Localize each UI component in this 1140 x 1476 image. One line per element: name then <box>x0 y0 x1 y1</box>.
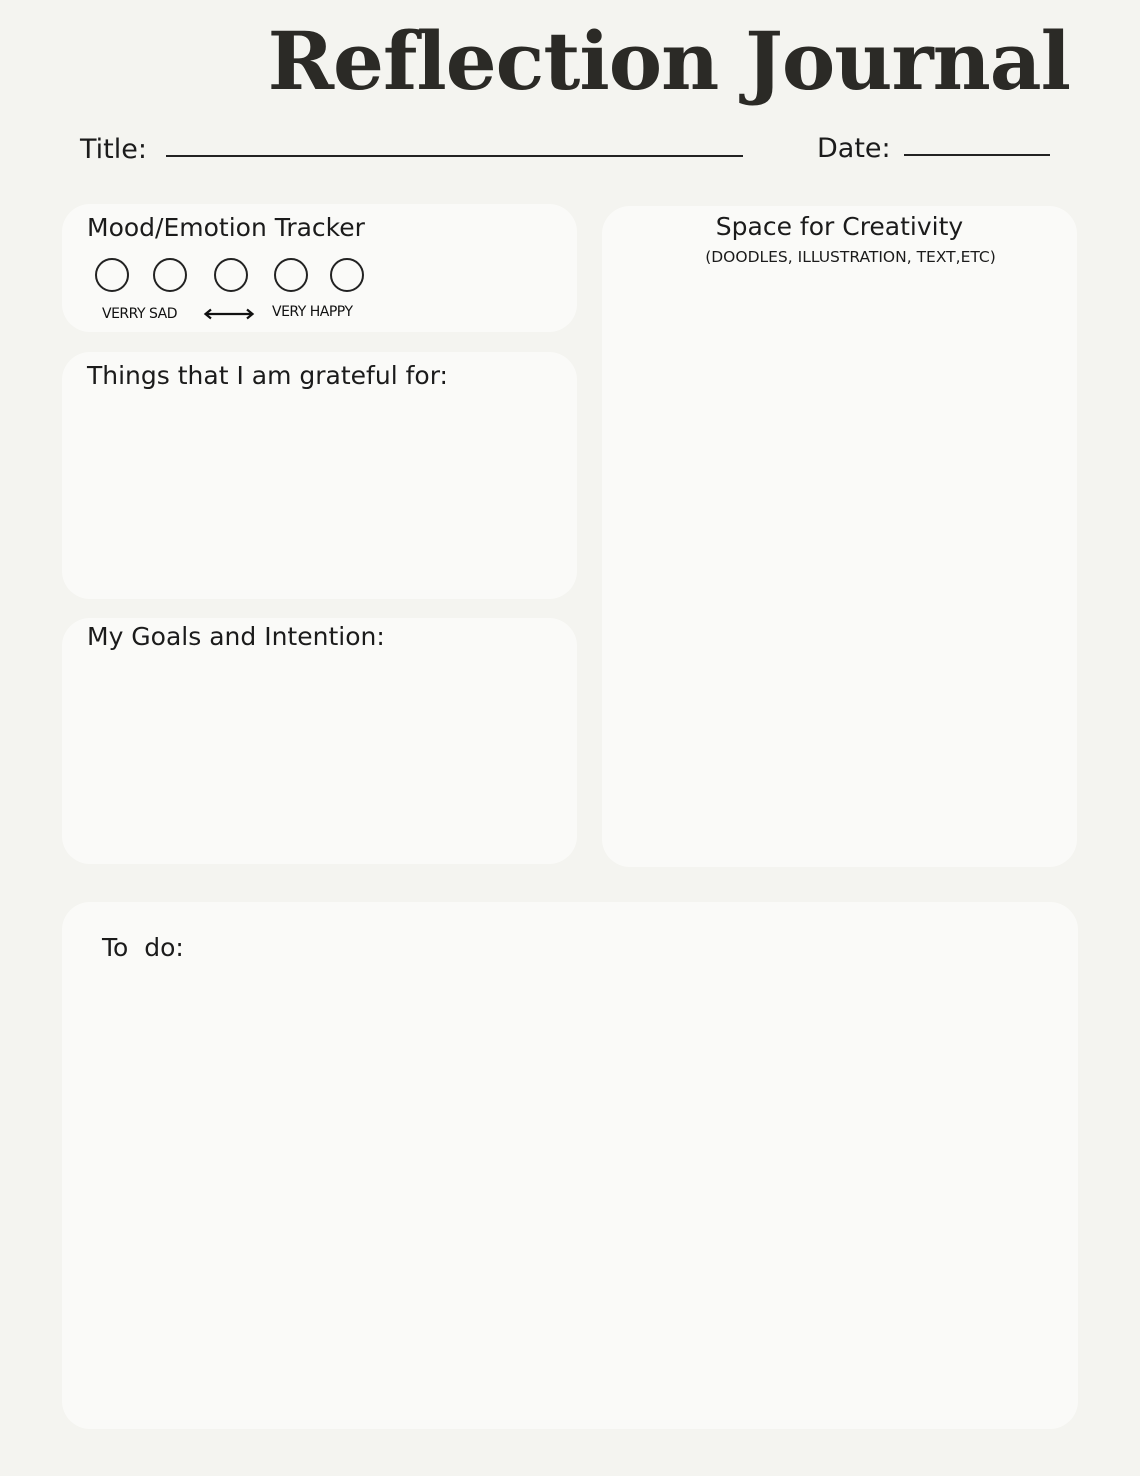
creativity-card[interactable] <box>602 206 1077 867</box>
mood-low-label: VERRY SAD <box>102 306 177 322</box>
goals-heading: My Goals and Intention: <box>87 622 385 651</box>
creativity-heading: Space for Creativity <box>715 212 964 241</box>
title-field-label: Title: <box>80 134 147 165</box>
goals-card[interactable] <box>62 618 577 864</box>
mood-option-1[interactable] <box>95 258 129 292</box>
creativity-subheading: (DOODLES, ILLUSTRATION, TEXT,ETC) <box>705 248 996 266</box>
todo-card[interactable] <box>62 902 1078 1429</box>
date-field-line[interactable] <box>904 154 1050 156</box>
mood-high-label: VERY HAPPY <box>272 304 353 320</box>
date-field-label: Date: <box>817 133 891 164</box>
mood-tracker-heading: Mood/Emotion Tracker <box>87 213 365 242</box>
page-title: Reflection Journal <box>267 14 1070 108</box>
mood-option-4[interactable] <box>274 258 308 292</box>
mood-option-3[interactable] <box>214 258 248 292</box>
mood-option-5[interactable] <box>330 258 364 292</box>
mood-tracker-card <box>62 204 577 332</box>
double-arrow-icon <box>203 307 255 321</box>
mood-option-2[interactable] <box>153 258 187 292</box>
title-field-line[interactable] <box>166 155 743 157</box>
todo-heading: To do: <box>102 933 184 962</box>
gratitude-heading: Things that I am grateful for: <box>87 361 448 390</box>
gratitude-card[interactable] <box>62 352 577 599</box>
